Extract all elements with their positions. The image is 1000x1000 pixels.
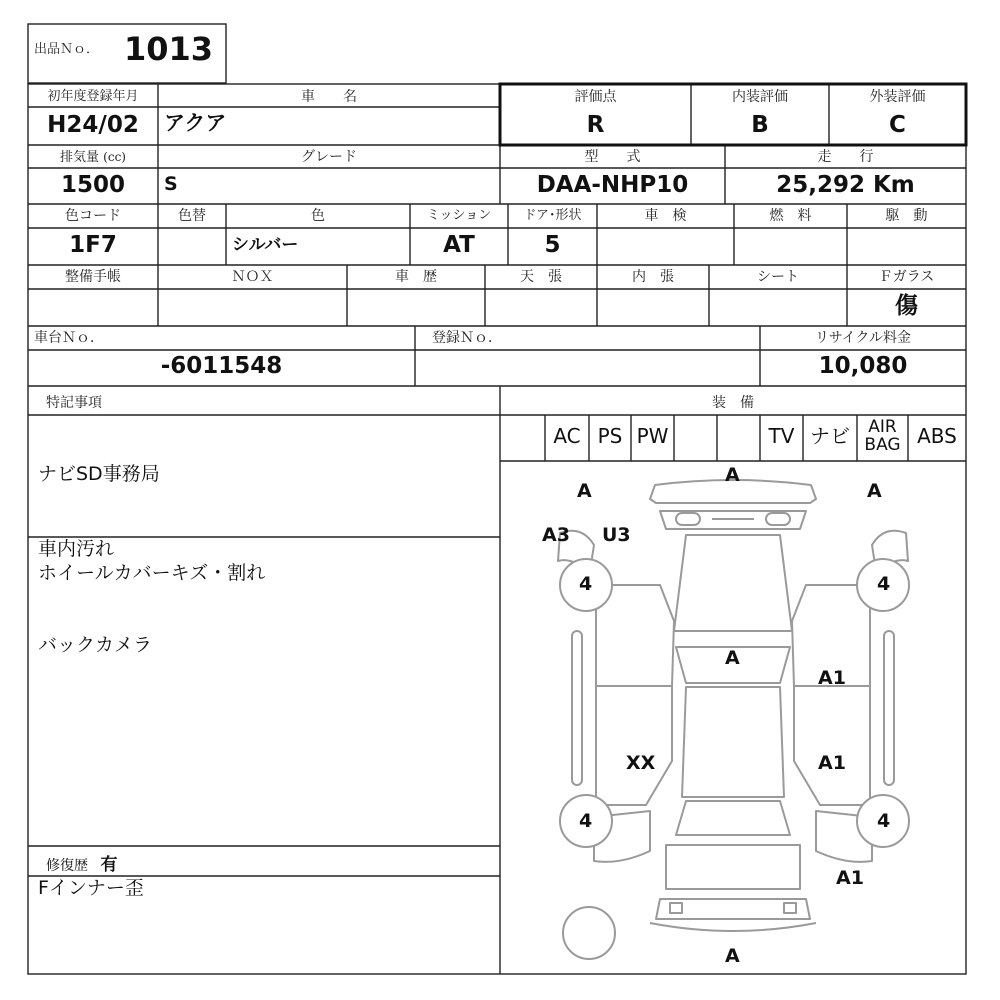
color-code-value: 1F7 [69,232,117,258]
damage-right-rear-quarter: A1 [836,867,864,889]
equipment-item-navi: ナビ [810,424,850,448]
grade-label: グレード [301,149,357,165]
repair-history-value: 有 [100,855,118,875]
score-value: R [586,112,605,138]
color-code-label: 色コード [65,208,121,224]
first-reg-value: H24/02 [47,112,139,138]
repair-history [46,850,117,875]
equipment-item-tv: TV [768,424,795,448]
color-label: 色 [311,208,325,224]
seat-label: シート [757,269,799,285]
equipment-item-abs: ABS [917,424,957,448]
right-rear-door-shape [794,686,870,805]
nox-label: ＮＯＸ [231,269,274,285]
lot-number: 1013 [124,30,214,68]
history-label: 車 歴 [395,269,437,285]
door-value: 5 [544,232,561,258]
car-name-value: アクア [164,111,227,135]
front-glass-label: Ｆガラス [878,269,935,285]
mileage-label: 走 行 [817,149,874,165]
remarks-label: 特記事項 [46,395,102,411]
displacement-label [28,146,158,169]
equipment-item-ac: AC [553,424,581,448]
damage-right-front-door: A1 [818,667,846,689]
roof-shape [682,687,784,797]
damage-left-rear-door: XX [626,752,656,774]
color-change-label: 色替 [178,208,206,224]
chassis-value: -6011548 [160,353,283,379]
equipment-label: 装 備 [712,395,754,411]
displacement-value: 1500 [60,172,125,198]
inspection-label: 車 検 [644,208,687,224]
mileage-value: 25,292 Km [776,172,915,198]
exterior-value: C [889,112,906,138]
exterior-label: 外装評価 [869,89,926,105]
transmission-value: AT [443,232,475,258]
chassis-label: 車台Ｎｏ． [34,330,104,346]
equipment-item-pw: PW [636,424,669,448]
damage-rear: A [725,945,740,967]
damage-front-center: A [725,464,740,486]
tire-front-right-value: 4 [877,573,891,595]
repair-note: Fインナー歪 [38,877,144,899]
inner-lining-label: 内 張 [632,269,674,285]
score-label: 評価点 [574,89,617,105]
left-rear-door-shape [596,686,672,805]
door-label: ドア･形状 [523,208,582,223]
damage-hood: A [725,647,740,669]
tire-front-left-value: 4 [579,573,593,595]
right-sill-shape [884,631,894,785]
tire-rear-left-value: 4 [579,810,593,832]
remarks-note-2: 車内汚れ ホイールカバーキズ・割れ バックカメラ [38,538,266,656]
model-label: 型 式 [584,149,641,165]
first-reg-label: 初年度登録年月 [47,89,139,104]
recycle-fee-label: リサイクル料金 [814,330,912,346]
damage-front-left: A [577,480,592,502]
transmission-label: ミッション [426,208,492,223]
drive-label: 駆 動 [885,208,928,224]
fuel-label: 燃 料 [769,208,812,224]
spare-tire-shape [563,907,615,959]
damage-left-fender-a3: A3 [542,524,570,546]
remarks-note-1: ナビSD事務局 [38,463,160,485]
roof-lining-label: 天 張 [520,269,562,285]
color-value: シルバー [232,235,299,255]
recycle-fee-value: 10,080 [818,353,908,379]
displacement-label-text: 排気量 [60,150,100,165]
grade-value: S [164,173,178,195]
interior-label: 内装評価 [732,89,788,105]
damage-left-fender-u3: U3 [602,524,631,546]
front-glass-value: 傷 [895,292,918,319]
registration-label: 登録Ｎｏ． [432,330,502,346]
damage-right-rear-door: A1 [818,752,846,774]
lot-label: 出品Ｎｏ． [34,42,100,57]
equipment-item-ps: PS [597,424,623,448]
tire-rear-right-value: 4 [877,810,891,832]
rear-window-shape [676,801,790,835]
car-name-label: 車 名 [301,89,357,105]
maintenance-label: 整備手帳 [65,269,121,285]
repair-history-label: 修復歴 [46,858,88,874]
damage-front-right: A [867,480,882,502]
hood-shape [674,535,792,631]
displacement-unit: (cc) [103,150,126,164]
interior-value: B [751,112,769,138]
left-sill-shape [572,631,582,785]
equipment-item-airbag: AIR BAG [864,417,901,455]
rear-hatch-shape [666,845,800,889]
model-value: DAA-NHP10 [536,172,689,198]
